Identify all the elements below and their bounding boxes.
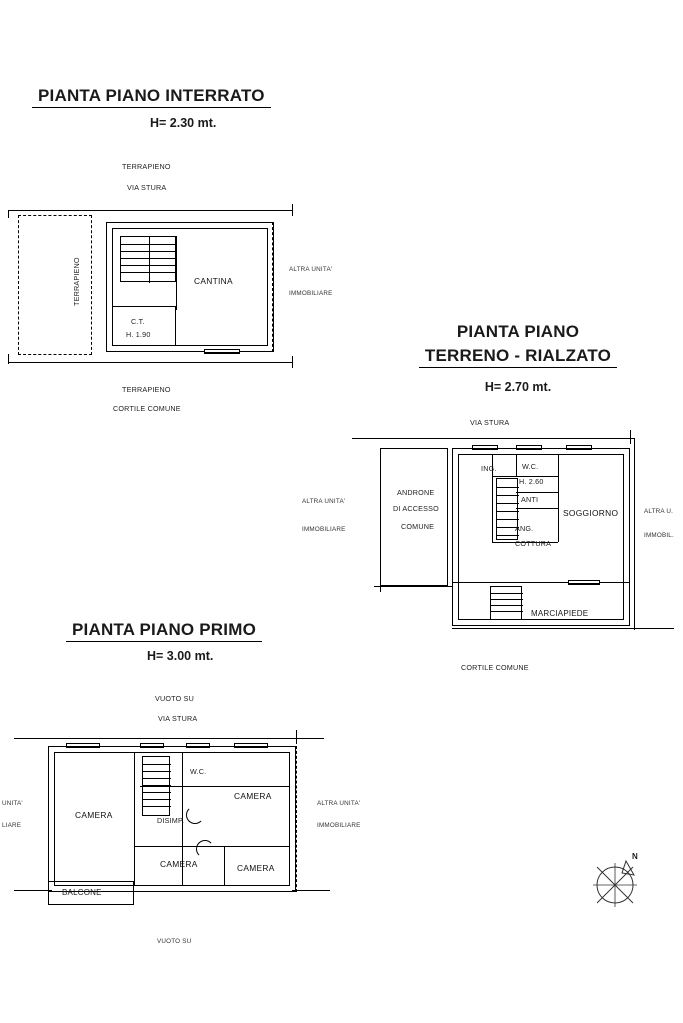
window-terreno-bottom (568, 580, 600, 585)
room-label-soggiorno: SOGGIORNO (563, 508, 619, 518)
partition-soggiorno-left (558, 454, 559, 542)
unit-divider-dashed-primo-left (48, 746, 49, 892)
label-via-stura-top: VIA STURA (127, 183, 167, 192)
androne-bottom-line (374, 586, 452, 587)
partition-camera1-right (134, 752, 135, 886)
label-altra-unita-primo-2: IMMOBILIARE (317, 822, 361, 829)
boundary-line-bottom-interrato (8, 362, 293, 363)
room-label-disimp: DISIMP. (157, 816, 185, 825)
room-label-wc-primo: W.C. (190, 767, 207, 776)
staircase-primo (142, 756, 170, 816)
boundary-bottom-terreno (452, 628, 634, 629)
partition-anti-bottom (516, 508, 558, 509)
compass-rose-icon (588, 855, 644, 911)
boundary-tick-right (292, 204, 293, 216)
label-cortile-comune-interrato: CORTILE COMUNE (113, 404, 181, 413)
plan-terreno-title-line1: PIANTA PIANO (456, 322, 580, 341)
compass-north-label: N (632, 852, 638, 861)
partition-cantina-left (176, 236, 177, 310)
room-label-cantina: CANTINA (194, 276, 233, 286)
room-label-ang: ANG. (515, 524, 534, 533)
partition-wc-bottom (516, 492, 558, 493)
room-label-comune: COMUNE (401, 522, 435, 531)
window-primo-top-2 (140, 743, 164, 748)
boundary-tick-primo-right (296, 730, 297, 744)
partition-camera-bottom-mid (224, 846, 225, 886)
plan-terreno-title-line2: TERRENO - RIALZATO (419, 346, 617, 368)
room-label-balcone: BALCONE (62, 888, 102, 897)
staircase-interrato (120, 236, 176, 282)
plan-terreno-height: H= 2.70 mt. (484, 380, 552, 394)
door-arc-2 (196, 840, 214, 858)
label-altra-unita-interrato-2: IMMOBILIARE (289, 290, 333, 297)
androne-top-wall (380, 448, 448, 449)
boundary-tick-bottom-left (8, 354, 9, 364)
unit-divider-dashed (272, 222, 273, 352)
boundary-line-top-primo (14, 738, 324, 739)
room-label-wc-height: H. 2.60 (519, 477, 544, 486)
boundary-right-terreno (634, 438, 635, 630)
label-vuoto-su-top: VUOTO SU (155, 694, 195, 703)
door-arc-1 (186, 806, 204, 824)
label-altra-unita-terreno-right-1: ALTRA U. (644, 508, 674, 515)
boundary-bottom-right-primo (292, 890, 330, 891)
marciapiede-line (452, 582, 630, 583)
boundary-bottom-left-primo (14, 890, 52, 891)
room-label-anti: ANTI (521, 495, 539, 504)
room-label-camera-1: CAMERA (75, 810, 113, 820)
room-label-cottura: COTTURA (515, 539, 552, 548)
boundary-tick-bottom-right (292, 356, 293, 368)
window-primo-top-3 (186, 743, 210, 748)
room-label-ct: C.T. (131, 317, 145, 326)
label-unita-primo-left-1: UNITA' (2, 800, 23, 807)
window-terreno-top-3 (566, 445, 592, 450)
label-unita-primo-left-2: LIARE (2, 822, 22, 829)
boundary-line-top-terreno (352, 438, 634, 439)
room-label-camera-3: CAMERA (160, 859, 198, 869)
partition-camera2-bottom (182, 786, 290, 787)
room-label-di-accesso: DI ACCESSO (393, 504, 439, 513)
label-cortile-comune-terreno: CORTILE COMUNE (461, 663, 529, 672)
room-label-camera-4: CAMERA (237, 863, 275, 873)
label-altra-unita-interrato-1: ALTRA UNITA' (289, 266, 333, 273)
north-compass (588, 852, 644, 911)
label-altra-unita-primo-1: ALTRA UNITA' (317, 800, 361, 807)
boundary-line-top (8, 210, 293, 211)
window-primo-top-4 (234, 743, 268, 748)
room-label-camera-2: CAMERA (234, 791, 272, 801)
boundary-bottom-right-terreno (630, 628, 674, 629)
label-altra-unita-terreno-2: IMMOBILIARE (302, 526, 346, 533)
window-terreno-top-1 (472, 445, 498, 450)
androne-outline (380, 448, 448, 586)
window-interrato-bottom (204, 349, 240, 354)
room-label-androne: ANDRONE (397, 488, 435, 497)
plan-primo-height: H= 3.00 mt. (147, 649, 214, 663)
label-altra-unita-terreno-right-2: IMMOBIL. (644, 532, 674, 539)
label-via-stura-terreno: VIA STURA (470, 418, 510, 427)
unit-divider-dashed-primo-right (296, 746, 297, 892)
room-label-ing: ING. (481, 464, 497, 473)
plan-interrato-height: H= 2.30 mt. (150, 116, 217, 130)
label-terrapieno-left: TERRAPIENO (72, 257, 81, 306)
window-primo-top-1 (66, 743, 100, 748)
partition-wc-right (182, 752, 183, 786)
window-terreno-top-2 (516, 445, 542, 450)
room-ct-outline (112, 306, 176, 346)
room-label-ct-height: H. 1.90 (126, 330, 151, 339)
label-vuoto-su-bottom: VUOTO SU (157, 938, 192, 945)
staircase-terreno-lower (490, 586, 522, 620)
partition-ing-right (516, 454, 517, 476)
label-via-stura-primo: VIA STURA (158, 714, 198, 723)
plan-primo-title: PIANTA PIANO PRIMO (66, 620, 262, 642)
label-terrapieno-bottom: TERRAPIENO (122, 385, 171, 394)
label-terrapieno-top: TERRAPIENO (122, 162, 171, 171)
room-label-marciapiede: MARCIAPIEDE (531, 609, 589, 618)
room-label-wc-terreno: W.C. (522, 462, 539, 471)
plan-interrato-title: PIANTA PIANO INTERRATO (32, 86, 271, 108)
boundary-tick-left (8, 210, 9, 218)
label-altra-unita-terreno-1: ALTRA UNITA' (302, 498, 346, 505)
boundary-tick-terreno-right (630, 430, 631, 444)
